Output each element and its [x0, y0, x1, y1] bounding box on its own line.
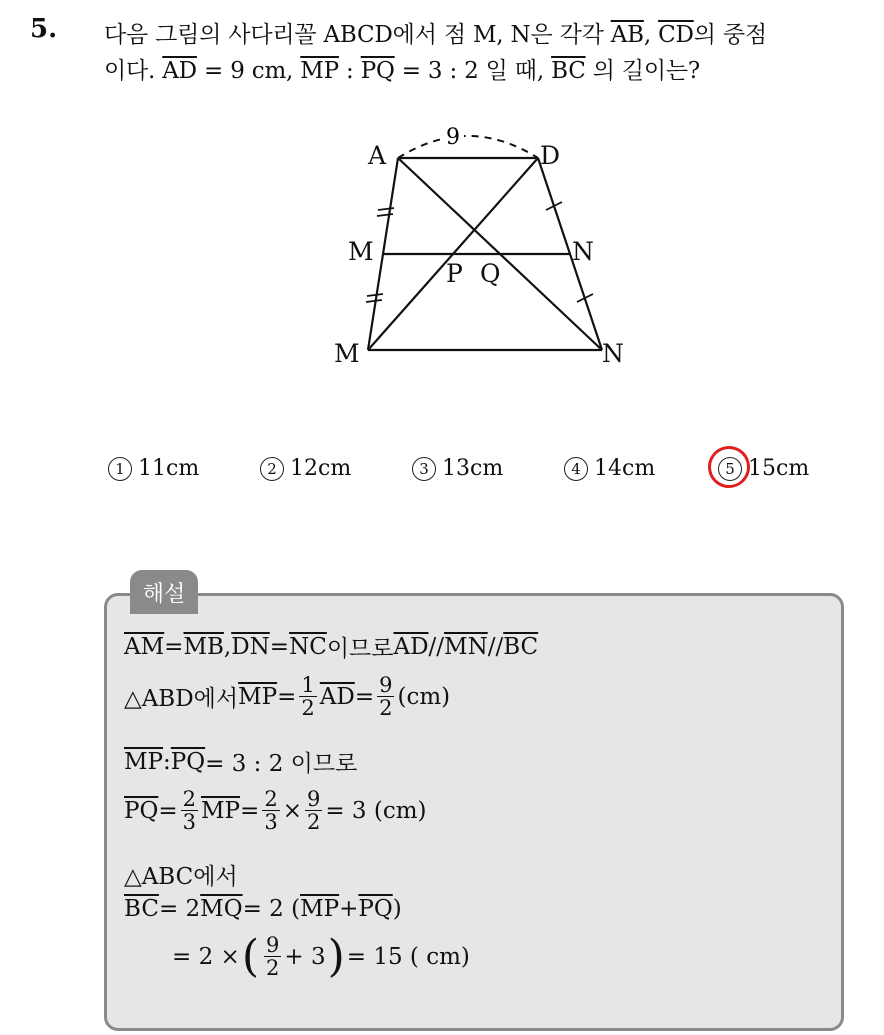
seg: $\overline{PQ}$: [358, 896, 393, 922]
fraction: [377, 674, 394, 719]
label-m-mid: M: [348, 237, 374, 266]
seg: $\overline{MN}$: [444, 633, 488, 660]
seg: $\overline{NC}$: [289, 633, 327, 660]
q-text: 의 길이는?: [585, 58, 701, 84]
solution-line-7: [172, 930, 470, 982]
solution-line-4: [124, 788, 427, 833]
choice-text: 11cm: [138, 456, 200, 481]
text: = 2 (: [242, 896, 301, 922]
seg: $\overline{MQ}$: [200, 896, 243, 922]
segment-cd: $\overline{CD}$: [658, 22, 694, 48]
text: //: [487, 633, 504, 660]
q-text: = 9 cm,: [196, 58, 301, 84]
seg: $\overline{MP}$: [124, 748, 164, 775]
tick-mark: [377, 214, 393, 216]
fraction: [262, 788, 279, 833]
denominator: 2: [301, 696, 315, 721]
denominator: 2: [265, 956, 280, 981]
choice-number: 2: [260, 457, 284, 481]
segment-ab: $\overline{AB}$: [610, 22, 644, 48]
question-text-line2: [104, 52, 700, 85]
selected-answer-mark: [705, 443, 754, 492]
paren-open: (: [241, 930, 259, 982]
denominator: 3: [182, 810, 196, 835]
fraction: [299, 674, 316, 719]
fraction: [264, 934, 281, 979]
choice-number: 4: [564, 457, 588, 481]
text: = 2: [158, 896, 201, 922]
seg: $\overline{AM}$: [124, 633, 165, 660]
solution-line-1: [124, 630, 538, 663]
seg: $\overline{MP}$: [238, 683, 278, 710]
label-n-mid: N: [572, 237, 594, 266]
label-n-bottom: N: [602, 339, 624, 368]
numerator: 9: [265, 933, 280, 957]
choice-text: 12cm: [290, 456, 352, 481]
q-text: ,: [643, 22, 659, 48]
text: ×: [282, 797, 302, 824]
label-q: Q: [480, 259, 501, 288]
seg: $\overline{AD}$: [393, 633, 429, 660]
denominator: 2: [379, 696, 393, 721]
trapezoid-figure: [320, 118, 640, 380]
arc-length-label: 9: [446, 125, 460, 150]
label-p: P: [446, 259, 463, 288]
text: = 2 ×: [172, 943, 240, 970]
seg: $\overline{DN}$: [231, 633, 270, 660]
numerator: 9: [306, 787, 321, 811]
text: //: [428, 633, 445, 660]
solution-line-5: [124, 858, 238, 891]
numerator: 1: [301, 673, 315, 697]
answer-choices: [108, 456, 848, 496]
fraction: [305, 788, 322, 833]
label-d: D: [540, 141, 561, 170]
text: = 3 : 2 이므로: [205, 751, 358, 777]
solution-line-6: [124, 896, 402, 922]
text: =: [240, 797, 260, 824]
text: =: [354, 683, 375, 710]
numerator: 2: [264, 787, 278, 811]
segment-bc: $\overline{BC}$: [551, 58, 586, 84]
choice-1[interactable]: [108, 456, 199, 481]
seg: $\overline{MP}$: [300, 896, 340, 922]
tick-mark: [366, 300, 382, 302]
choice-number: 5: [718, 457, 742, 481]
q-text: = 3 : 2 일 때,: [394, 58, 552, 84]
text: (cm): [397, 683, 451, 710]
text: ,: [223, 633, 232, 660]
text: = 3 (cm): [325, 797, 427, 824]
choice-number: 3: [412, 457, 436, 481]
choice-3[interactable]: [412, 456, 503, 481]
seg: $\overline{PQ}$: [124, 797, 159, 824]
text: ): [392, 896, 402, 922]
seg: $\overline{BC}$: [124, 896, 159, 922]
seg: $\overline{MP}$: [201, 797, 241, 824]
paren-close: ): [327, 930, 345, 982]
text: :: [163, 748, 171, 775]
question-text-line1: [104, 16, 767, 49]
label-m-bottom: M: [334, 339, 360, 368]
choice-2[interactable]: [260, 456, 351, 481]
text: △ABD에서: [124, 686, 239, 713]
numerator: 9: [379, 673, 393, 697]
segment-pq: $\overline{PQ}$: [360, 58, 395, 84]
text: =: [164, 633, 184, 660]
segment-mp: $\overline{MP}$: [300, 58, 339, 84]
seg: $\overline{PQ}$: [170, 748, 206, 775]
length-arc: [398, 136, 538, 158]
fraction: [181, 788, 198, 833]
choice-text: 15cm: [748, 456, 810, 481]
text: =: [158, 797, 178, 824]
choice-text: 13cm: [442, 456, 504, 481]
q-text: :: [338, 58, 361, 84]
denominator: 2: [306, 810, 321, 835]
choice-4[interactable]: [564, 456, 655, 481]
q-text: 이다.: [104, 58, 163, 84]
text: △ABC에서: [124, 864, 238, 890]
choice-text: 14cm: [594, 456, 656, 481]
q-text: 다음 그림의 사다리꼴 ABCD에서 점 M, N은 각각: [104, 22, 611, 48]
numerator: 2: [182, 787, 196, 811]
solution-line-3: [124, 745, 357, 778]
choice-number: 1: [108, 457, 132, 481]
tick-mark: [378, 208, 394, 210]
denominator: 3: [264, 810, 278, 835]
segment-ad: $\overline{AD}$: [162, 58, 197, 84]
label-a: A: [368, 141, 387, 170]
seg: $\overline{BC}$: [503, 633, 539, 660]
text: +: [339, 896, 359, 922]
question-number: 5.: [30, 14, 58, 44]
seg: $\overline{MB}$: [183, 633, 224, 660]
q-text: 의 중점: [693, 22, 767, 48]
text: = 15 ( cm): [346, 943, 470, 970]
text: + 3: [284, 943, 326, 970]
solution-tag: 해설: [130, 570, 198, 614]
tick-mark: [367, 294, 383, 296]
text: 이므로: [326, 636, 394, 662]
text: =: [277, 683, 297, 710]
text: =: [269, 633, 290, 660]
seg: $\overline{AD}$: [319, 683, 355, 710]
solution-line-2: [124, 674, 450, 719]
